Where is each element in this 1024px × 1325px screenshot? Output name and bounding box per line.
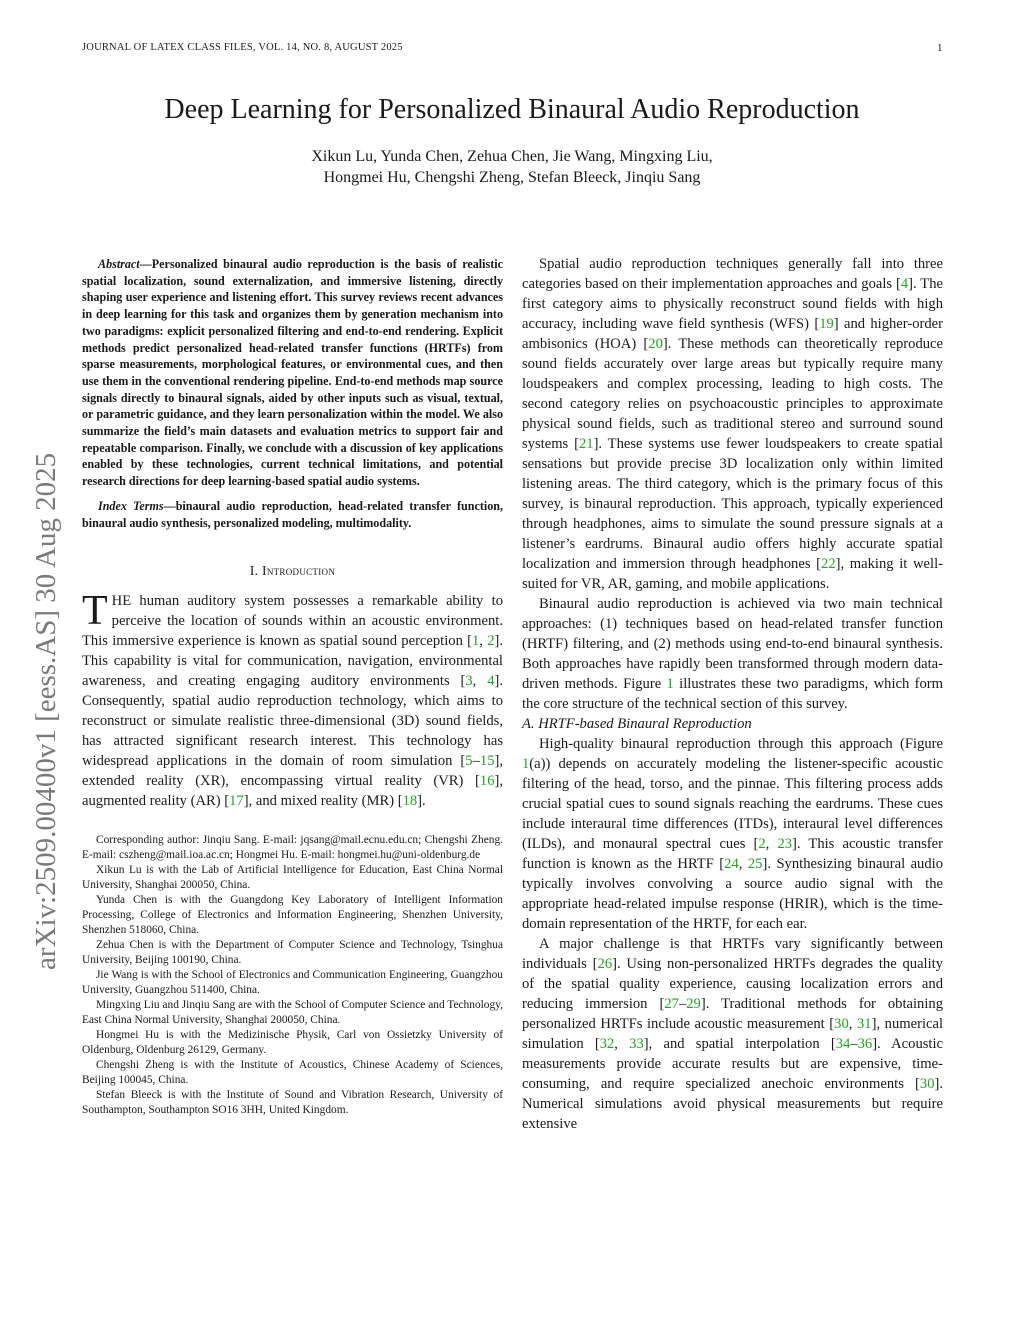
text-run: ], extended reality (XR), encompassing virtual reality (VR) [ bbox=[82, 753, 503, 790]
text-run: , bbox=[614, 1036, 630, 1052]
text-run: ]. This capability is vital for communication, navigation, environmental awareness, and creating engaging auditory environments [ bbox=[82, 633, 504, 690]
citation-link[interactable]: 1 bbox=[522, 756, 530, 772]
footnote-affiliation: Yunda Chen is with the Guangdong Key Laboratory of Intelligent Information Processing, College of Electronics and Information Engineering, Shenzhen University, Shenzhen 518060, China. bbox=[82, 894, 503, 937]
citation-link[interactable]: 32 bbox=[599, 1036, 615, 1052]
right-column bbox=[522, 254, 943, 1134]
footnotes bbox=[82, 833, 503, 1118]
citation-link[interactable]: 16 bbox=[479, 773, 495, 790]
citation-link[interactable]: 21 bbox=[578, 436, 594, 452]
body-paragraph bbox=[522, 934, 943, 1134]
citation-link[interactable]: 4 bbox=[487, 673, 495, 690]
text-run: ]. The first category aims to physically reconstruct sound fields with high accuracy, including wave field synthesis (WFS) [ bbox=[522, 276, 943, 332]
text-run: ], and mixed reality (MR) [ bbox=[243, 793, 403, 810]
footnote-affiliation: Hongmei Hu is with the Medizinische Physik, Carl von Ossietzky University of Oldenburg, Oldenburg 26129, Germany. bbox=[82, 1029, 503, 1057]
text-run: , bbox=[765, 836, 778, 852]
citation-link[interactable]: 18 bbox=[402, 793, 418, 810]
text-run: ]. Using non-personalized HRTFs degrades the quality of the spatial quality experience, causing localization errors and reducing immersion [ bbox=[522, 956, 944, 1012]
text-run: (a)) depends on accurately modeling the listener-specific acoustic filtering of the head, torso, and the pinnae. This filtering process adds crucial spatial cues to sound signals reaching the eardrums. These cues include interaural time differences (ITDs), interaural level differences (ILDs), and monaural spectral cues [ bbox=[522, 756, 943, 852]
footnote-affiliation: Zehua Chen is with the Department of Computer Science and Technology, Tsinghua University, Beijing 100190, China. bbox=[82, 939, 503, 967]
citation-link[interactable]: 33 bbox=[629, 1036, 644, 1052]
text-run: ], numerical simulation [ bbox=[522, 1016, 944, 1052]
text-run: ], augmented reality (AR) [ bbox=[82, 773, 503, 810]
citation-link[interactable]: 30 bbox=[834, 1016, 849, 1032]
text-run: ]. Synthesizing binaural audio typically involves convolving a source audio signal with the appropriate head-related impulse response (HRIR), which is the time-domain representation of the HRTF, for each ear. bbox=[522, 856, 944, 932]
citation-link[interactable]: 20 bbox=[648, 336, 663, 352]
footnote-affiliation: Jie Wang is with the School of Electronics and Communication Engineering, Guangzhou University, Guangzhou 511400, China. bbox=[82, 969, 503, 997]
citation-link[interactable]: 19 bbox=[819, 316, 834, 332]
citation-link[interactable]: 34 bbox=[835, 1036, 851, 1052]
citation-link[interactable]: 31 bbox=[856, 1016, 872, 1032]
footnote-affiliation: Chengshi Zheng is with the Institute of Acoustics, Chinese Academy of Sciences, Beijing 100045, China. bbox=[82, 1059, 503, 1087]
index-terms-label: Index Terms bbox=[98, 498, 164, 513]
text-run: , bbox=[848, 1016, 857, 1032]
footnote-affiliation: Xikun Lu is with the Lab of Artificial Intelligence for Education, East China Normal University, Shanghai 200050, China. bbox=[82, 864, 503, 892]
text-run: A major challenge is that HRTFs vary significantly between individuals [ bbox=[522, 936, 943, 972]
text-run: Spatial audio reproduction techniques generally fall into three categories based on their implementation approaches and goals [ bbox=[522, 256, 943, 292]
section-title: Introduction bbox=[262, 563, 336, 579]
running-header: JOURNAL OF LATEX CLASS FILES, VOL. 14, NO. 8, AUGUST 2025 bbox=[82, 42, 403, 53]
text-run: – bbox=[850, 1036, 858, 1052]
abstract-text: —Personalized binaural audio reproduction is the basis of realistic spatial localization, sound externalization, and immersive listening, directly shaping user experience and listening effort. This survey reviews recent advances in deep learning for this task and organizes them by generation mechanism into two paradigms: explicit personalized filtering and end-to-end rendering. Explicit methods predict personalized head-related transfer functions (HRTFs) from sparse measurements, morphological features, or environmental cues, and then use them in the conventional rendering pipeline. End-to-end methods map source signals directly to binaural signals, aided by other inputs such as visual, textual, or parametric guidance, and they learn personalization within the model. We also summarize the field’s main datasets and evaluation metrics to support fair and repeatable comparison. Finally, we conclude with a discussion of key applications enabled by these technologies, current technical limitations, and potential research directions for deep learning-based spatial audio systems. bbox=[82, 257, 503, 489]
text-run: illustrates these two paradigms, which form the core structure of the technical section of this survey. bbox=[522, 676, 943, 712]
text-run: – bbox=[678, 996, 687, 1012]
citation-link[interactable]: 3 bbox=[465, 673, 473, 690]
text-run: High-quality binaural reproduction through this approach (Figure bbox=[539, 736, 943, 752]
page-number: 1 bbox=[937, 42, 943, 54]
citation-link[interactable]: 30 bbox=[919, 1076, 935, 1092]
body-paragraph bbox=[522, 254, 943, 594]
citation-link[interactable]: 1 bbox=[472, 633, 480, 650]
text-run: , bbox=[479, 633, 488, 650]
author-list bbox=[0, 146, 1024, 188]
text-run: ], and spatial interpolation [ bbox=[643, 1036, 836, 1052]
author-line-1: Xikun Lu, Yunda Chen, Zehua Chen, Jie Wang, Mingxing Liu, bbox=[311, 148, 713, 165]
citation-link[interactable]: 2 bbox=[487, 633, 495, 650]
drop-cap: T bbox=[82, 588, 108, 635]
citation-link[interactable]: 17 bbox=[229, 793, 244, 810]
index-terms bbox=[82, 498, 503, 531]
citation-link[interactable]: 5 bbox=[465, 753, 473, 770]
text-run: ]. These methods can theoretically reproduce sound fields accurately over large areas but typically require many loudspeakers and complex processing, leading to high costs. The second category relies on psychoacoustic principles to approximate physical sound fields, such as traditional stereo and surround sound systems [ bbox=[522, 336, 943, 452]
citation-link[interactable]: 23 bbox=[777, 836, 793, 852]
body-paragraph bbox=[522, 734, 943, 934]
body-paragraph bbox=[522, 594, 943, 714]
arxiv-stamp: arXiv:2509.00400v1 [eess.AS] 30 Aug 2025 bbox=[30, 452, 62, 970]
intro-paragraph bbox=[82, 588, 504, 811]
text-run: ]. bbox=[417, 793, 426, 810]
citation-link[interactable]: 25 bbox=[747, 856, 763, 872]
text-run: HE human auditory system possesses a remarkable ability to perceive the location of sounds within an acoustic environment. This immersive experience is known as spatial sound perception [ bbox=[82, 593, 503, 650]
citation-link[interactable]: 29 bbox=[686, 996, 701, 1012]
citation-link[interactable]: 2 bbox=[758, 836, 766, 852]
index-terms-text: —binaural audio reproduction, head-related transfer function, binaural audio synthesis, personalized modeling, multimodality. bbox=[82, 498, 503, 530]
section-heading-introduction bbox=[82, 563, 503, 579]
text-run: ]. Numerical simulations avoid physical measurements but require extensive bbox=[522, 1076, 943, 1132]
text-run: ] and higher-order ambisonics (HOA) [ bbox=[522, 316, 943, 352]
text-run: ]. Consequently, spatial audio reproduction technology, which aims to reconstruct or simulate realistic three-dimensional (3D) sound fields, has attracted significant research interest. This technology has widespread applications in the domain of room simulation [ bbox=[82, 673, 504, 770]
footnote-affiliation: Mingxing Liu and Jinqiu Sang are with the School of Computer Science and Technology, East China Normal University, Shanghai 200050, China. bbox=[82, 999, 503, 1027]
text-run: ]. Traditional methods for obtaining personalized HRTFs include acoustic measurement [ bbox=[522, 996, 943, 1032]
footnote-corresponding: Corresponding author: Jinqiu Sang. E-mail: jqsang@mail.ecnu.edu.cn; Chengshi Zheng. E-mail: cszheng@mail.ioa.ac.cn; Hongmei Hu. E-mail: hongmei.hu@uni-oldenburg.de bbox=[82, 834, 503, 862]
citation-link[interactable]: 27 bbox=[664, 996, 679, 1012]
text-run: ]. Acoustic measurements provide accurate results but are expensive, time-consuming, and require specialized anechoic environments [ bbox=[522, 1036, 944, 1092]
author-line-2: Hongmei Hu, Chengshi Zheng, Stefan Bleeck, Jinqiu Sang bbox=[323, 169, 701, 186]
citation-link[interactable]: 26 bbox=[597, 956, 613, 972]
text-run: , bbox=[472, 673, 488, 690]
left-column bbox=[82, 256, 503, 1118]
paper-title: Deep Learning for Personalized Binaural Audio Reproduction bbox=[164, 94, 860, 125]
abstract bbox=[82, 256, 503, 490]
section-numeral: I. bbox=[249, 563, 263, 579]
citation-link[interactable]: 1 bbox=[666, 676, 674, 692]
citation-link[interactable]: 36 bbox=[857, 1036, 873, 1052]
text-run: ], making it well-suited for VR, AR, gaming, and mobile applications. bbox=[522, 556, 943, 592]
subsection-heading-hrtf: A. HRTF-based Binaural Reproduction bbox=[522, 716, 752, 732]
citation-link[interactable]: 24 bbox=[724, 856, 739, 872]
citation-link[interactable]: 22 bbox=[821, 556, 836, 572]
text-run: ]. These systems use fewer loudspeakers to create spatial sensations but provide precise 3D localization only within limited listening areas. The third category, which is the primary focus of this survey, is binaural reproduction. This approach, typically experienced through headphones, aims to simulate the sound pressure signals at a listener’s eardrums. Binaural audio offers highly accurate spatial localization and immersion through headphones [ bbox=[522, 436, 944, 572]
text-run: Binaural audio reproduction is achieved via two main technical approaches: (1) techniques based on head-related transfer function (HRTF) filtering, and (2) methods using end-to-end binaural synthesis. Both approaches have rapidly been transformed through modern data-driven methods. Figure bbox=[522, 596, 943, 692]
text-run: , bbox=[738, 856, 748, 872]
abstract-label: Abstract bbox=[98, 257, 140, 271]
citation-link[interactable]: 15 bbox=[479, 753, 495, 770]
text-run: – bbox=[472, 753, 480, 770]
footnote-affiliation: Stefan Bleeck is with the Institute of Sound and Vibration Research, University of Southampton, Southampton SO16 3HH, United Kingdom. bbox=[82, 1089, 503, 1117]
text-run: ]. This acoustic transfer function is known as the HRTF [ bbox=[522, 836, 943, 872]
citation-link[interactable]: 4 bbox=[900, 276, 909, 292]
